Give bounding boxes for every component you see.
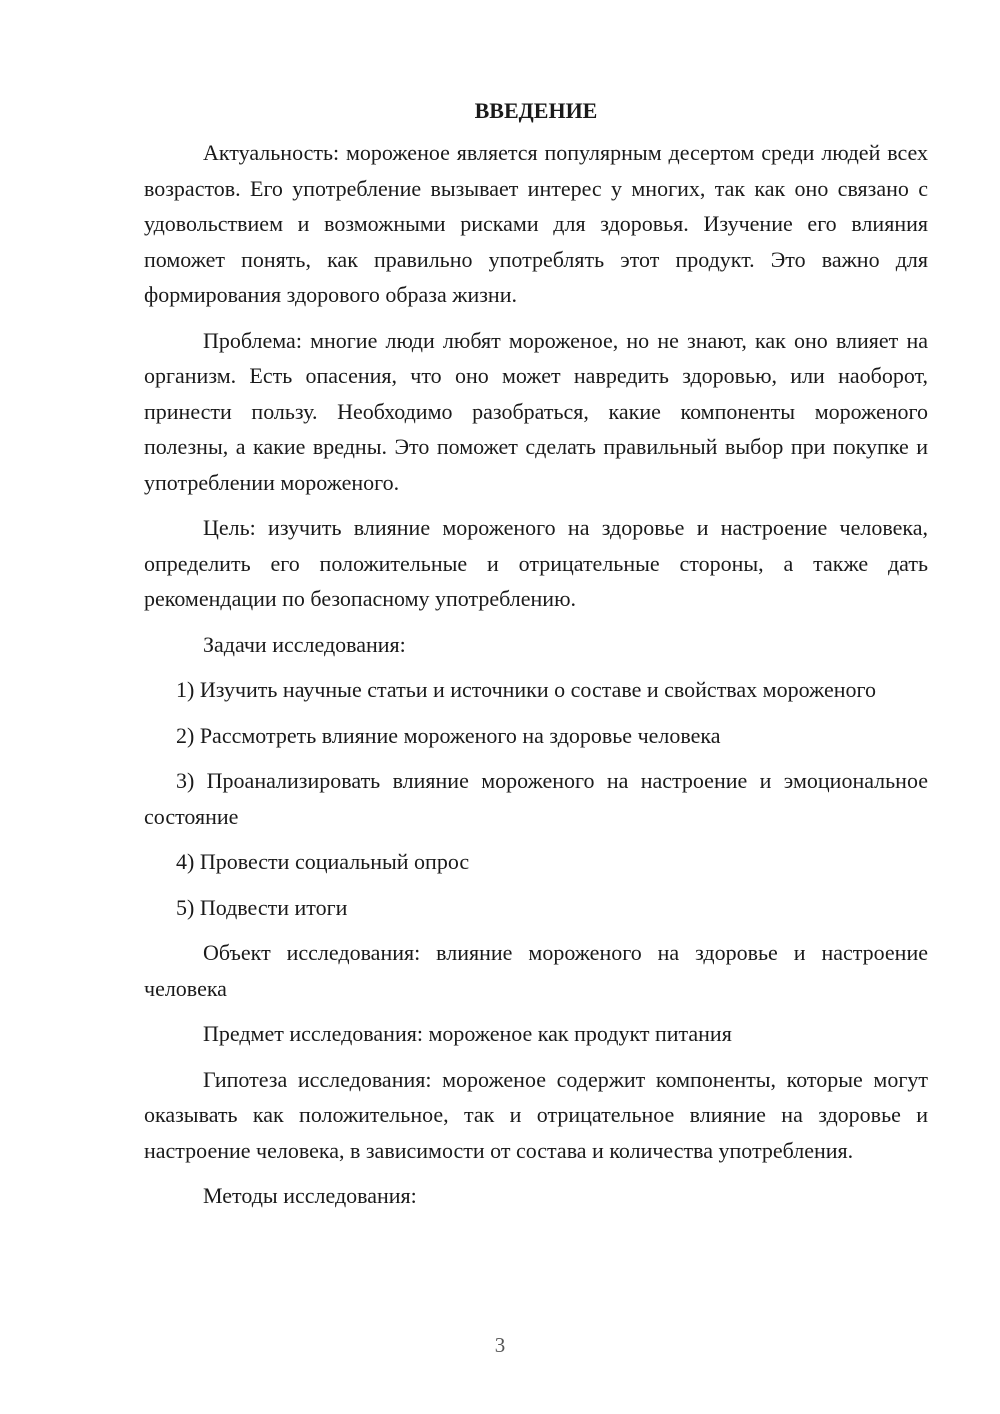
task-item-2: 2) Рассмотреть влияние мороженого на здоровье человека (176, 722, 721, 748)
page-content (144, 96, 928, 1224)
paragraph-problem: Проблема: многие люди любят мороженое, но не знают, как оно влияет на организм. Есть опасения, что оно может навредить здоровью, или наоборот, принести пользу. Необходимо разобраться, какие компоненты мороженого полезны, а какие вредны. Это поможет сделать правильный выбор при покупке и употреблении мороженого. (144, 327, 928, 495)
task-item-4: 4) Провести социальный опрос (176, 849, 470, 874)
paragraph-tasks-heading: Задачи исследования: (203, 631, 406, 657)
paragraph-hypothesis: Гипотеза исследования: мороженое содержит компоненты, которые могут оказывать как положительное, так и отрицательное влияние на здоровье и настроение человека, в зависимости от состава и количества употребления. (144, 1066, 928, 1163)
paragraph-methods: Методы исследования: (203, 1183, 417, 1208)
task-item-1: 1) Изучить научные статьи и источники о составе и свойствах мороженого (176, 677, 876, 702)
paragraph-relevance: Актуальность: мороженое является популярным десертом среди людей всех возрастов. Его употребление вызывает интерес у многих, так как оно связано с удовольствием и возможными рисками для здоровья. Изучение его влияния поможет понять, как правильно употреблять этот продукт. Это важно для формирования здорового образа жизни. (144, 140, 928, 307)
task-item-5: 5) Подвести итоги (176, 894, 348, 920)
section-title: ВВЕДЕНИЕ (474, 98, 598, 123)
paragraph-subject: Предмет исследования: мороженое как продукт питания (203, 1021, 732, 1046)
paragraph-goal: Цель: изучить влияние мороженого на здоровье и настроение человека, определить его положительные и отрицательные стороны, а также дать рекомендации по безопасному употреблению. (144, 515, 928, 611)
task-item-3: 3) Проанализировать влияние мороженого на настроение и эмоциональное состояние (144, 768, 928, 829)
page-number: 3 (494, 1333, 506, 1357)
paragraph-object: Объект исследования: влияние мороженого на здоровье и настроение человека (144, 940, 928, 1001)
